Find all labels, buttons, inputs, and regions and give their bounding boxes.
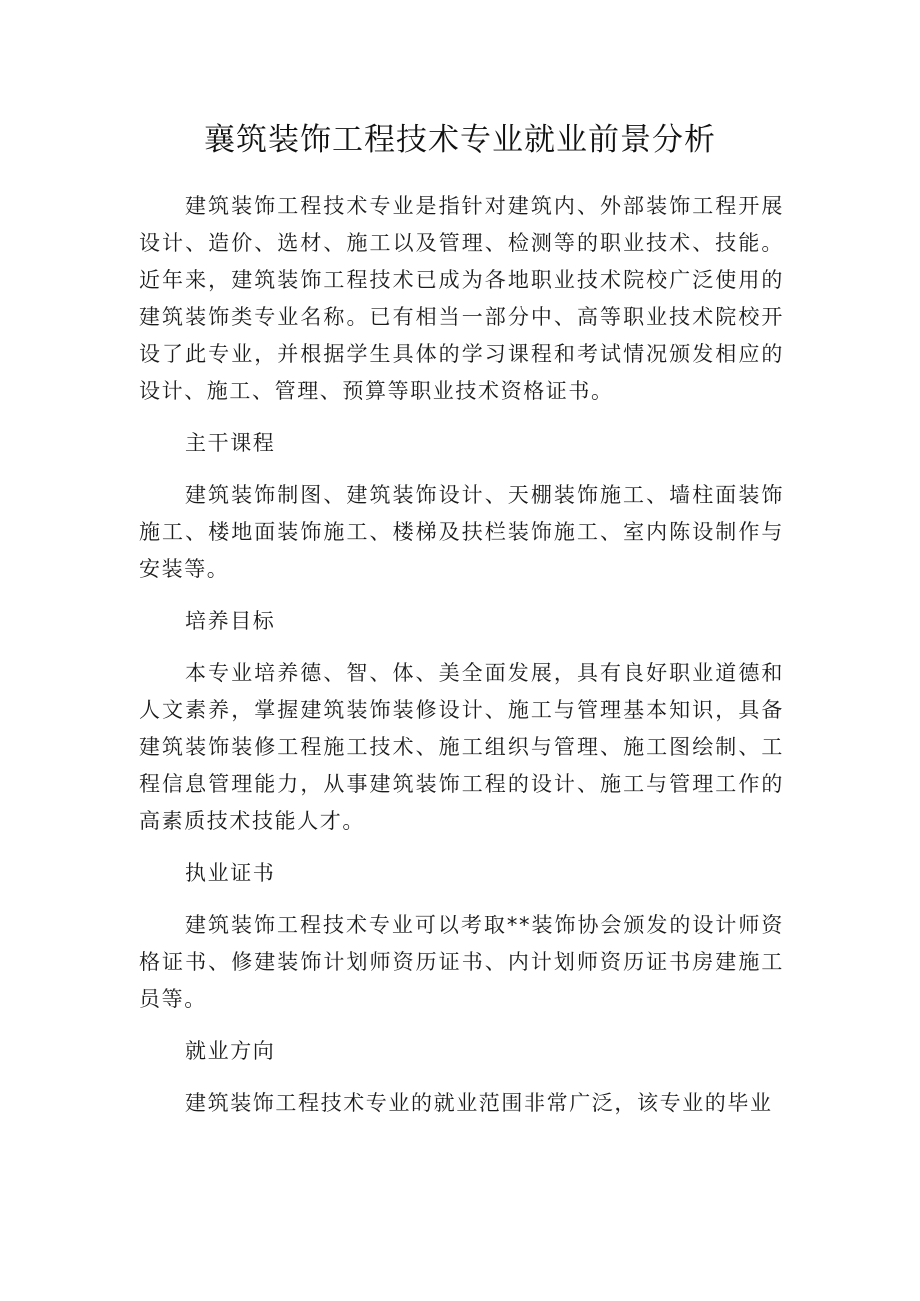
section-heading-career-direction: 就业方向 — [185, 1039, 276, 1063]
page-title: 襄筑装饰工程技术专业就业前景分析 — [204, 122, 716, 158]
section-text-certificates: 建筑装饰工程技术专业可以考取**装饰协会颁发的设计师资格证书、修建装饰计划师资历证书、内计划师资历证书房建施工员等。 — [139, 913, 784, 1011]
document-body — [139, 188, 784, 1122]
section-heading-core-courses: 主干课程 — [185, 431, 276, 455]
intro-paragraph: 建筑装饰工程技术专业是指针对建筑内、外部装饰工程开展设计、造价、选材、施工以及管理、检测等的职业技术、技能。近年来，建筑装饰工程技术已成为各地职业技术院校广泛使用的建筑装饰类专业名称。已有相当一部分中、高等职业技术院校开设了此专业，并根据学生具体的学习课程和考试情况颁发相应的设计、施工、管理、预算等职业技术资格证书。 — [139, 194, 784, 403]
section-heading-certificates: 执业证书 — [185, 861, 276, 885]
section-heading-training-goals: 培养目标 — [185, 609, 276, 633]
section-text-career-direction: 建筑装饰工程技术专业的就业范围非常广泛，该专业的毕业 — [185, 1091, 773, 1115]
section-text-training-goals: 本专业培养德、智、体、美全面发展，具有良好职业道德和人文素养，掌握建筑装饰装修设计、施工与管理基本知识，具备建筑装饰装修工程施工技术、施工组织与管理、施工图绘制、工程信息管理能力，从事建筑装饰工程的设计、施工与管理工作的高素质技术技能人才。 — [139, 661, 784, 833]
section-text-core-courses: 建筑装饰制图、建筑装饰设计、天棚装饰施工、墙柱面装饰施工、楼地面装饰施工、楼梯及扶栏装饰施工、室内陈设制作与安装等。 — [139, 483, 784, 581]
